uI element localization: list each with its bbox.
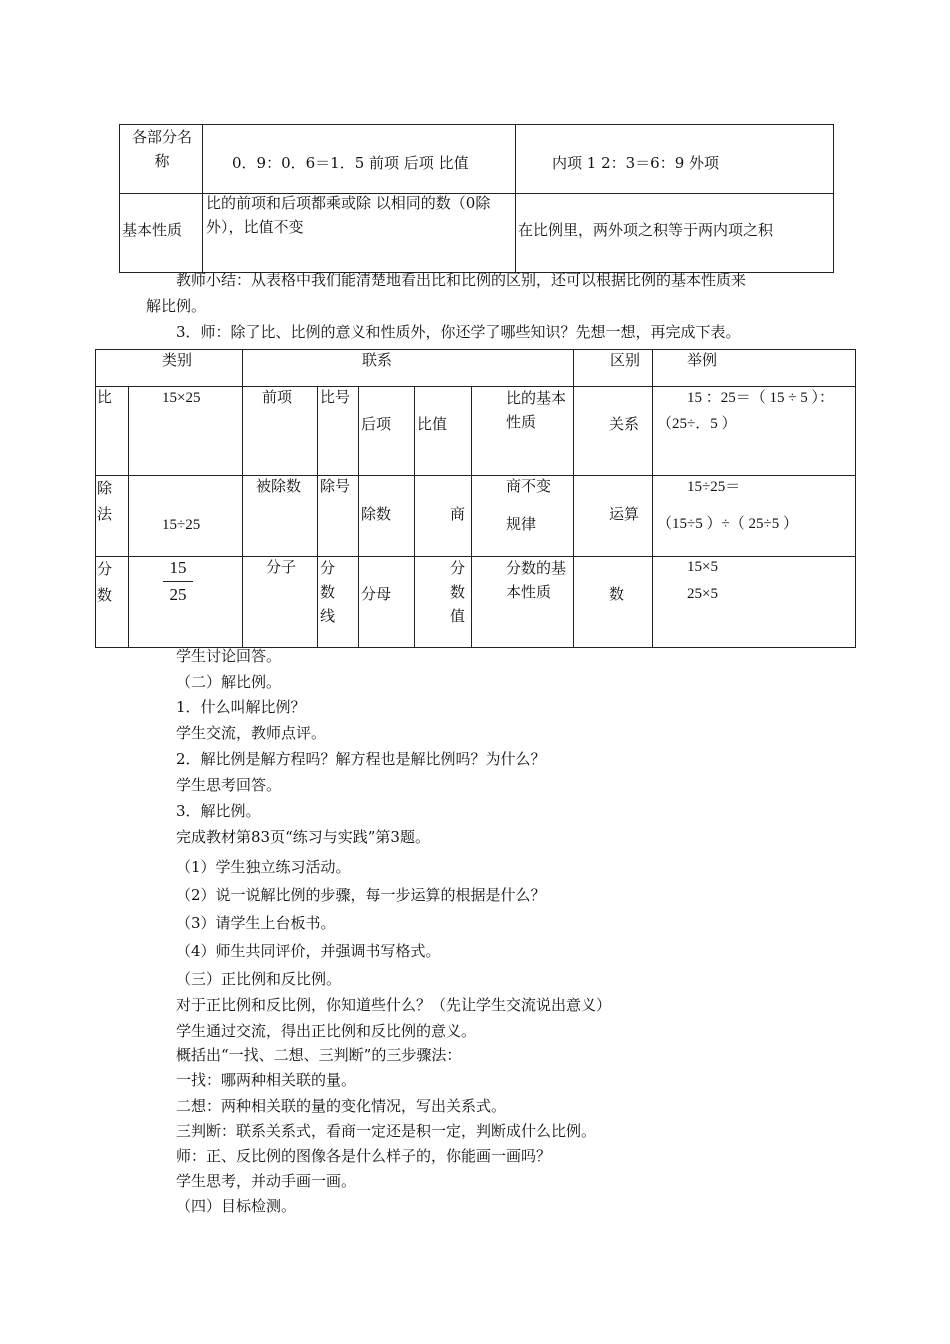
fraction-numerator-label: 分子 xyxy=(266,558,297,576)
ratio-property: 比的前项和后项都乘或除 以相同的数（0除外），比值不变 xyxy=(206,194,491,236)
body-line: 对于正比例和反比例，你知道些什么？（先让学生交流说出意义） xyxy=(176,996,612,1014)
ratio-example-line1: 15 ：25＝（ 15 ÷ 5 ）： xyxy=(687,390,834,406)
row-division-expr: 15÷25 xyxy=(162,517,201,533)
ratio-parts: 0．9：0．6＝1．5 前项 后项 比值 xyxy=(232,154,469,172)
body-line: 师：正、反比例的图像各是什么样子的，你能画一画吗？ xyxy=(176,1147,552,1165)
table-divider xyxy=(95,475,856,476)
row-label-parts: 各部分名称 xyxy=(131,128,192,170)
ratio-sign: 比号 xyxy=(320,388,351,406)
fraction-example-line1: 15×5 xyxy=(687,559,718,575)
table-border xyxy=(95,349,96,648)
body-line: 三判断：联系关系式，看商一定还是积一定，判断成什么比例。 xyxy=(176,1122,597,1140)
table-border xyxy=(95,349,856,350)
ratio-back-term: 后项 xyxy=(361,415,392,433)
body-line: 完成教材第83页“练习与实践”第3题。 xyxy=(176,828,430,846)
division-quotient: 商 xyxy=(450,505,466,523)
body-line: 2．解比例是解方程吗？解方程也是解比例吗？为什么？ xyxy=(176,750,546,768)
comparison-table xyxy=(119,124,834,273)
table-border xyxy=(855,349,856,648)
body-line: 二想：两种相关联的量的变化情况，写出关系式。 xyxy=(176,1097,507,1115)
fraction-numerator: 15 xyxy=(169,558,187,577)
division-rule-line2: 规律 xyxy=(506,515,537,533)
table-divider xyxy=(202,125,203,272)
body-line: 一找：哪两种相关联的量。 xyxy=(176,1071,357,1089)
fraction-value-label: 分数值 xyxy=(450,559,466,625)
fraction-expr xyxy=(163,558,193,605)
body-line: 学生讨论回答。 xyxy=(176,647,282,665)
division-rule-line1: 商不变 xyxy=(506,477,552,495)
fraction-denominator: 25 xyxy=(169,585,187,604)
table-divider xyxy=(95,556,856,557)
division-example-line1: 15÷25＝ xyxy=(687,479,741,495)
header-category: 类别 xyxy=(162,351,193,369)
row-division-label: 除法 xyxy=(97,479,113,523)
body-line: （2）说一说解比例的步骤，每一步运算的根据是什么？ xyxy=(176,886,546,904)
body-line: （二）解比例。 xyxy=(176,673,282,691)
proportion-property: 在比例里，两外项之积等于两内项之积 xyxy=(518,221,774,239)
row-label-property: 基本性质 xyxy=(122,221,183,239)
fraction-example-line2: 25×5 xyxy=(687,586,718,602)
ratio-difference: 关系 xyxy=(609,415,640,433)
row-ratio-expr: 15×25 xyxy=(162,390,201,406)
table-divider xyxy=(515,125,516,272)
table-divider xyxy=(652,349,653,648)
body-line: 学生思考，并动手画一画。 xyxy=(176,1172,357,1190)
body-line: （4）师生共同评价，并强调书写格式。 xyxy=(176,942,441,960)
teacher-summary-line1: 教师小结：从表格中我们能清楚地看出比和比例的区别，还可以根据比例的基本性质来 xyxy=(176,271,747,289)
teacher-summary-line2: 解比例。 xyxy=(146,297,207,315)
table-divider xyxy=(573,349,574,648)
fraction-denominator-label: 分母 xyxy=(361,585,392,603)
proportion-parts: 内项 1 2：3＝6：9 外项 xyxy=(552,154,720,172)
body-line: （四）目标检测。 xyxy=(176,1197,297,1215)
ratio-example-line2: （25÷．5 ） xyxy=(657,416,737,432)
body-line: 3．解比例。 xyxy=(176,802,261,820)
division-example-line2: （15÷5 ）÷（ 25÷5 ） xyxy=(657,516,798,532)
body-line: （1）学生独立练习活动。 xyxy=(176,858,351,876)
body-line: 1．什么叫解比例？ xyxy=(176,698,306,716)
division-dividend: 被除数 xyxy=(256,477,302,495)
division-difference: 运算 xyxy=(609,505,640,523)
body-line: 学生通过交流，得出正比例和反比例的意义。 xyxy=(176,1022,477,1040)
row-fraction-label: 分数 xyxy=(97,560,113,604)
fraction-line-label: 分数线 xyxy=(320,559,336,625)
row-ratio-label: 比 xyxy=(97,388,113,406)
body-line: （3）请学生上台板书。 xyxy=(176,914,336,932)
ratio-value: 比值 xyxy=(417,415,448,433)
header-relation: 联系 xyxy=(362,351,393,369)
division-sign: 除号 xyxy=(320,477,351,495)
table-divider xyxy=(471,386,472,648)
body-line: （三）正比例和反比例。 xyxy=(176,970,342,988)
table-divider xyxy=(358,386,359,648)
fraction-bar xyxy=(163,581,193,582)
table-divider xyxy=(128,386,129,648)
ratio-front-term: 前项 xyxy=(262,388,293,406)
fraction-difference: 数 xyxy=(609,585,625,603)
header-difference: 区别 xyxy=(610,351,641,369)
question-3: 3．师：除了比、比例的意义和性质外，你还学了哪些知识？先想一想，再完成下表。 xyxy=(176,323,741,341)
division-divisor: 除数 xyxy=(361,505,392,523)
body-line: 学生交流，教师点评。 xyxy=(176,724,327,742)
table-divider xyxy=(317,386,318,648)
table-divider xyxy=(414,386,415,648)
fraction-basic-property: 分数的基本性质 xyxy=(506,559,567,601)
body-line: 概括出“一找、二想、三判断”的三步骤法： xyxy=(176,1046,462,1064)
header-example: 举例 xyxy=(687,351,718,369)
ratio-basic-property: 比的基本性质 xyxy=(506,389,567,431)
body-line: 学生思考回答。 xyxy=(176,776,282,794)
table-divider xyxy=(242,349,243,648)
